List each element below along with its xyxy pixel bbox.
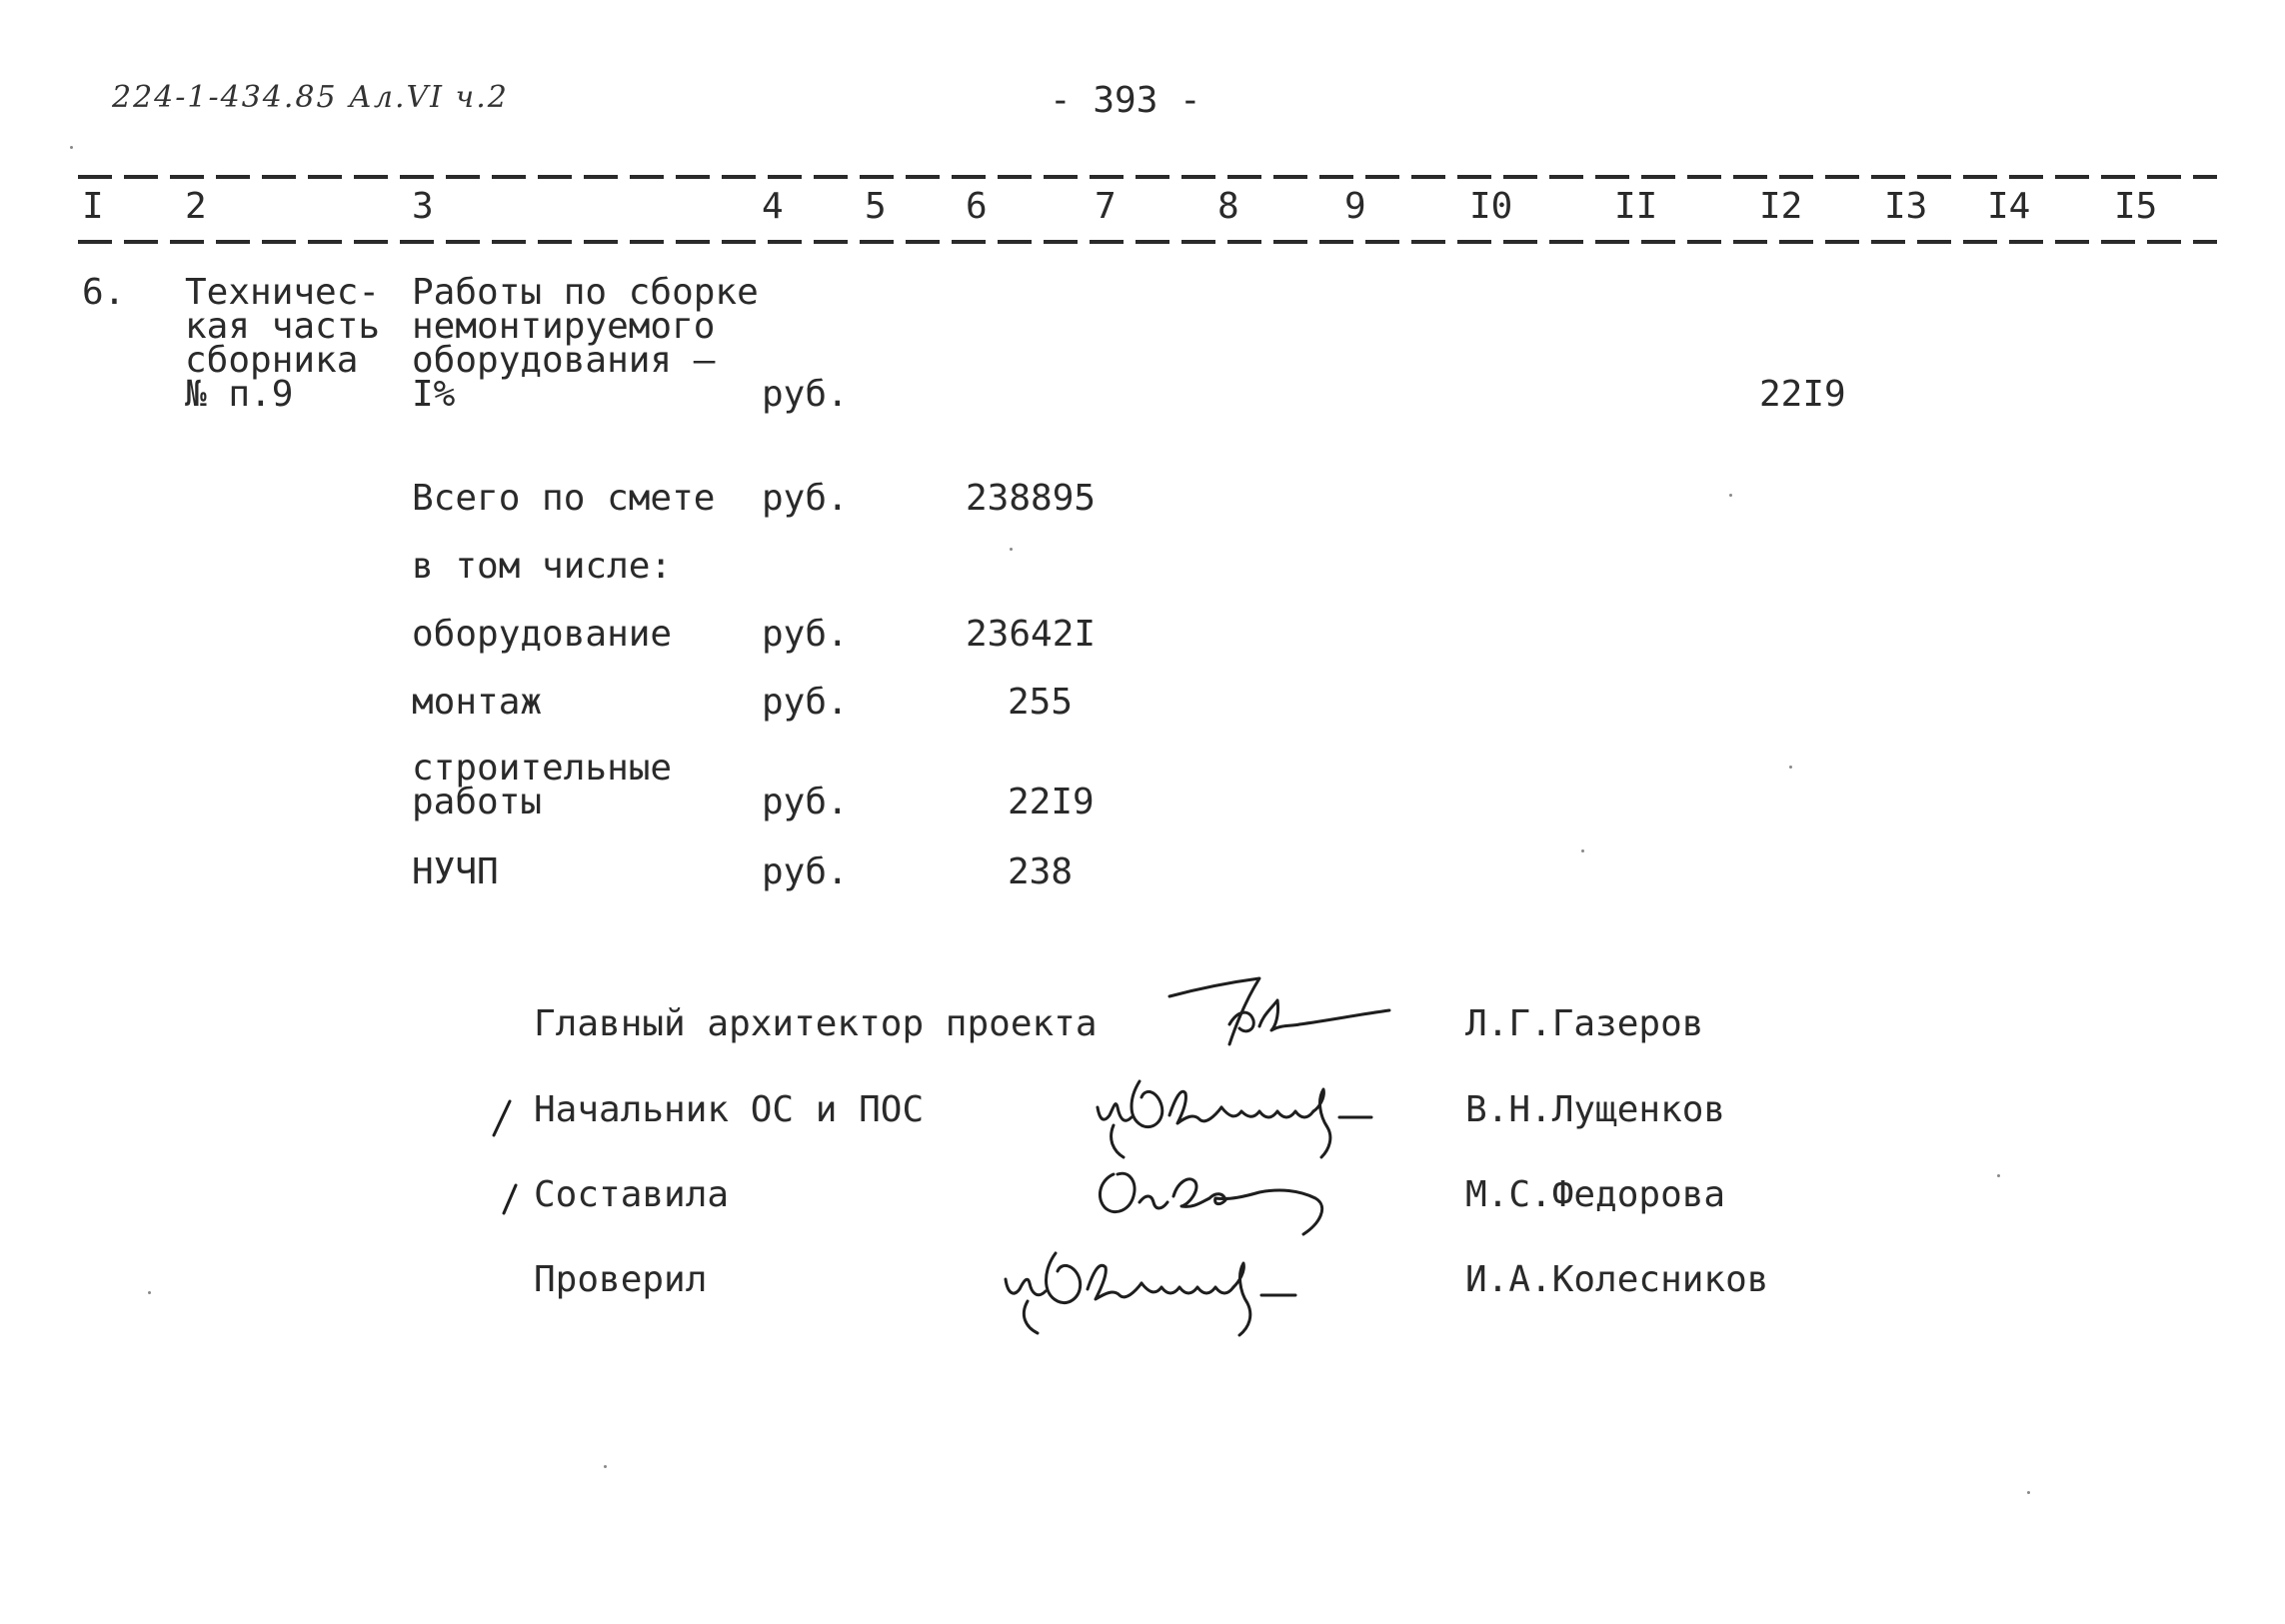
pen-tick-mark <box>488 1097 518 1139</box>
total-value: 238895 <box>966 478 1097 519</box>
item-label: монтаж <box>412 682 543 723</box>
column-header-12: I2 <box>1759 186 1803 227</box>
signature-name: М.С.Федорова <box>1465 1174 1726 1215</box>
total-unit: руб. <box>762 478 849 519</box>
scan-speck <box>1581 849 1584 852</box>
scan-speck <box>1789 766 1792 769</box>
item-value: 22I9 <box>1008 782 1095 822</box>
column-header-4: 4 <box>762 186 784 227</box>
item-value: 23642I <box>966 614 1097 655</box>
item-unit: руб. <box>762 614 849 655</box>
signature-role: Главный архитектор проекта <box>534 1003 1098 1044</box>
scan-speck <box>1010 548 1013 551</box>
scan-speck <box>1729 494 1732 497</box>
document-code: 224-1-434.85 Ал.VI ч.2 <box>112 80 509 115</box>
source-line: кая часть <box>185 306 381 347</box>
signature-role: Начальник ОС и ПОС <box>534 1089 925 1130</box>
scan-speck <box>2027 1491 2030 1494</box>
handwritten-signature <box>1159 974 1399 1054</box>
source-reference <box>185 272 381 415</box>
signature-name: И.А.Колесников <box>1465 1259 1769 1300</box>
item-label-line: работы <box>412 782 543 822</box>
item-label-line: строительные <box>412 748 673 789</box>
row-number: 6. <box>82 272 126 313</box>
source-line: Техничес- <box>185 272 381 313</box>
work-line: Работы по сборке <box>412 272 759 313</box>
page-number: - 393 - <box>1050 80 1201 121</box>
work-line: I% <box>412 374 456 415</box>
row-unit: руб. <box>762 374 849 415</box>
column-header-2: 2 <box>185 186 207 227</box>
scan-speck <box>148 1291 151 1294</box>
column-header-11: II <box>1614 186 1658 227</box>
column-header-9: 9 <box>1344 186 1366 227</box>
including-label: в том числе: <box>412 546 673 587</box>
item-label <box>412 748 673 822</box>
source-line: сборника <box>185 340 359 381</box>
item-unit: руб. <box>762 682 849 723</box>
column-header-7: 7 <box>1095 186 1117 227</box>
column-header-8: 8 <box>1217 186 1239 227</box>
work-description <box>412 272 759 415</box>
scan-speck <box>1997 1174 2000 1177</box>
row-col12-value: 22I9 <box>1759 374 1846 415</box>
scan-speck <box>604 1465 607 1468</box>
column-header-14: I4 <box>1987 186 2031 227</box>
dashed-rule-top <box>78 175 2217 179</box>
handwritten-signature <box>1000 1239 1379 1349</box>
item-unit: руб. <box>762 782 849 822</box>
item-value: 255 <box>1008 682 1074 723</box>
total-label: Всего по смете <box>412 478 716 519</box>
column-header-13: I3 <box>1884 186 1928 227</box>
signature-role: Проверил <box>534 1259 708 1300</box>
column-header-3: 3 <box>412 186 434 227</box>
dashed-rule-bottom <box>78 240 2217 244</box>
column-header-6: 6 <box>966 186 988 227</box>
item-label: НУЧП <box>412 851 499 892</box>
signature-role: Составила <box>534 1174 730 1215</box>
column-header-5: 5 <box>865 186 887 227</box>
pen-tick-mark <box>498 1181 522 1217</box>
column-header-1: I <box>82 186 104 227</box>
item-value: 238 <box>1008 851 1074 892</box>
item-unit: руб. <box>762 851 849 892</box>
column-header-10: I0 <box>1469 186 1513 227</box>
scan-speck <box>70 146 73 149</box>
work-line: оборудования – <box>412 340 716 381</box>
source-line: № п.9 <box>185 374 294 415</box>
work-line: немонтируемого <box>412 306 716 347</box>
signature-name: В.Н.Лущенков <box>1465 1089 1726 1130</box>
signature-name: Л.Г.Газеров <box>1465 1003 1704 1044</box>
item-label: оборудование <box>412 614 673 655</box>
column-header-15: I5 <box>2114 186 2158 227</box>
